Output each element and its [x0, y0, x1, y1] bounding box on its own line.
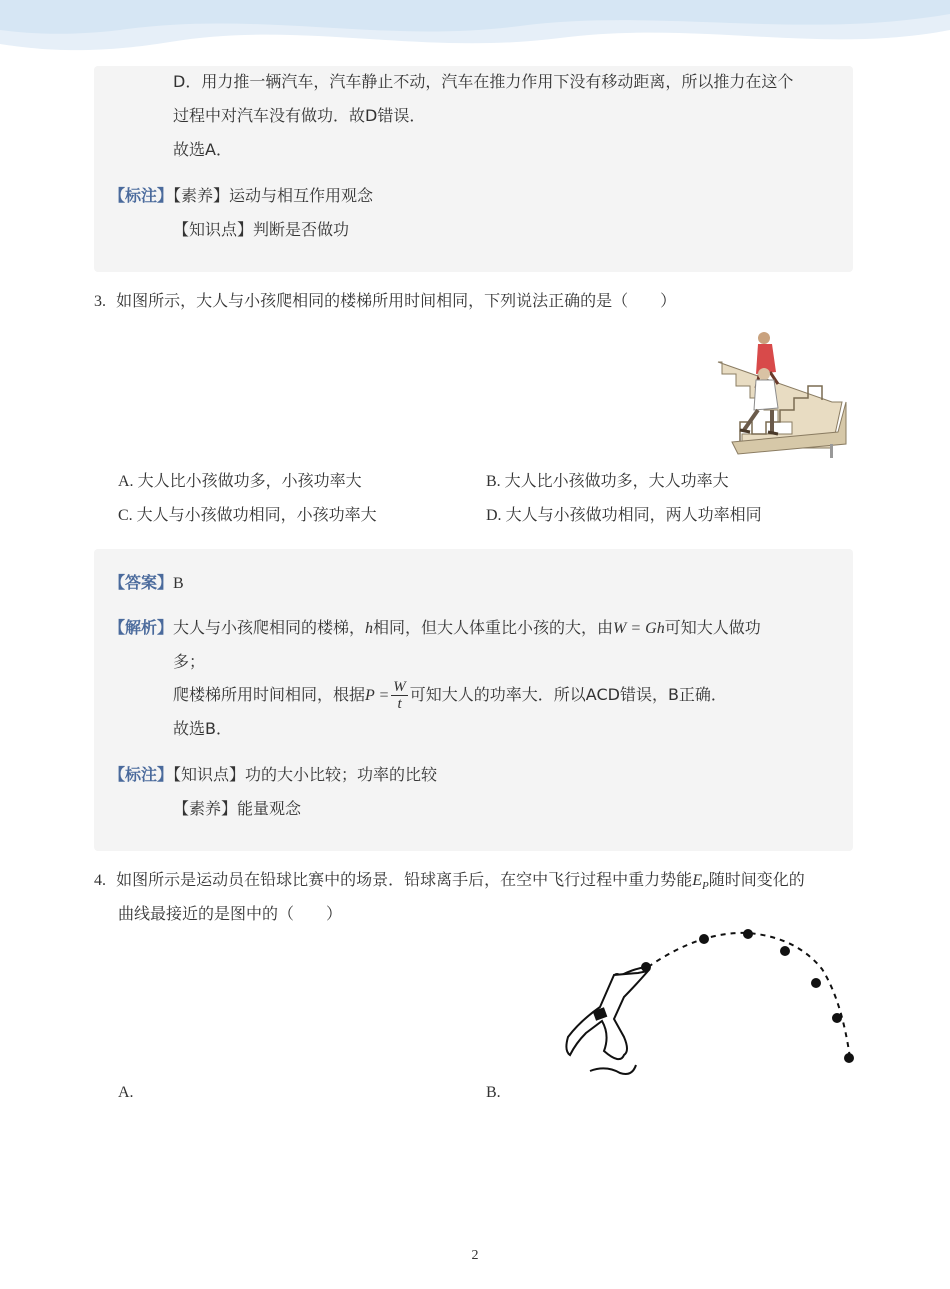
tag-label: 【标注】: [109, 765, 174, 784]
option-c: [118, 505, 377, 526]
fraction-w-over-t: [391, 679, 408, 712]
fraction-denominator: t: [397, 696, 402, 712]
math-h: h: [365, 620, 374, 637]
tag-label: 【标注】: [109, 186, 174, 205]
shot-put-trajectory-icon: [560, 925, 860, 1080]
option-text: 大人与小孩做功相同，小孩功率大: [136, 505, 377, 524]
question-4-stem-1: [94, 870, 805, 896]
answer-row: [109, 573, 184, 594]
header-wave-banner: [0, 0, 950, 70]
q4-option-b: B.: [486, 1084, 501, 1101]
q3-tag-1: 【知识点】功的大小比较；功率的比较: [173, 765, 438, 784]
prev-tag-row: [109, 186, 373, 206]
fraction-numerator: W: [393, 679, 406, 695]
analysis-text: 可知大人的功率大．所以ACD错误，B正确．: [409, 685, 727, 704]
q3-tag-row: [109, 765, 437, 785]
analysis-text: 可知大人做功: [664, 618, 761, 637]
question-number: 4.: [94, 872, 106, 889]
option-b: [486, 471, 729, 492]
prev-conclusion: 故选A．: [173, 140, 232, 159]
option-letter: B.: [486, 473, 501, 490]
question-4-stem-2: 曲线最接近的是图中的（ ）: [118, 904, 343, 923]
analysis-text: 相同，但大人体重比小孩的大，由: [373, 618, 614, 637]
analysis-label: 【解析】: [109, 618, 174, 637]
prev-tag-2: 【知识点】判断是否做功: [173, 220, 350, 239]
formula-power: P =: [365, 687, 390, 704]
q3-conclusion: 故选B．: [173, 719, 232, 738]
formula-work: W = Gh: [613, 620, 665, 637]
q4-option-a: A.: [118, 1084, 134, 1101]
page-number: 2: [471, 1248, 479, 1263]
question-text: 如图所示，大人与小孩爬相同的楼梯所用时间相同，下列说法正确的是（ ）: [116, 291, 677, 310]
q3-tag-2: 【素养】能量观念: [173, 799, 302, 818]
analysis-row-3: [173, 676, 727, 715]
option-text: 大人比小孩做功多，小孩功率大: [137, 471, 362, 490]
math-subscript: P: [701, 880, 709, 893]
option-text: 大人与小孩做功相同，两人功率相同: [505, 505, 762, 524]
option-d-explanation-2: 过程中对汽车没有做功．故D错误．: [173, 106, 426, 125]
question-number: 3.: [94, 293, 106, 310]
option-letter: A.: [118, 473, 134, 490]
option-a: [118, 471, 362, 492]
question-text: 随时间变化的: [708, 870, 805, 889]
analysis-text: 大人与小孩爬相同的楼梯，: [173, 618, 366, 637]
analysis-row-2: 多；: [173, 652, 206, 671]
math-e: E: [692, 872, 702, 889]
option-d: [486, 505, 762, 526]
option-letter: D.: [486, 507, 502, 524]
option-d-explanation-1: D．用力推一辆汽车，汽车静止不动，汽车在推力作用下没有移动距离，所以推力在这个: [173, 72, 794, 91]
option-letter: C.: [118, 507, 133, 524]
answer-value: B: [173, 575, 184, 592]
question-text: 如图所示是运动员在铅球比赛中的场景．铅球离手后，在空中飞行过程中重力势能: [116, 870, 693, 889]
prev-tag-1: 【素养】运动与相互作用观念: [173, 186, 374, 205]
analysis-row-1: [109, 618, 761, 639]
question-3-stem: [94, 291, 676, 312]
stairs-illustration-icon: [712, 322, 852, 460]
answer-label: 【答案】: [109, 573, 174, 592]
prev-analysis-box: [94, 66, 853, 272]
analysis-text: 爬楼梯所用时间相同，根据: [173, 685, 366, 704]
option-text: 大人比小孩做功多，大人功率大: [504, 471, 729, 490]
